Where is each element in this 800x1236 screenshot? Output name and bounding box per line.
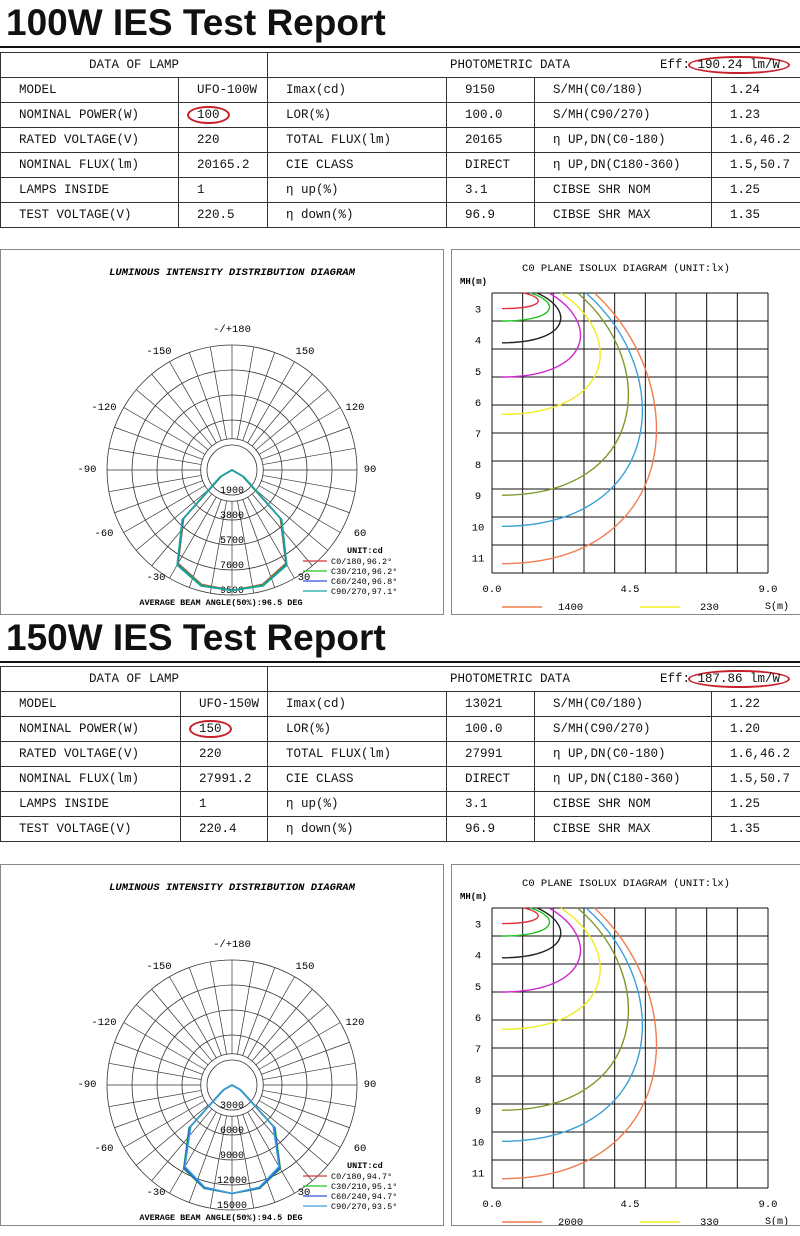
isolux-y-tick: 7 [474,429,482,441]
isolux-chart [452,865,800,1225]
polar-angle-label: 90 [363,464,377,476]
isolux-y-tick: 5 [474,981,482,994]
polar-chart [1,250,443,614]
polar-radial-label: 7600 [219,561,245,572]
isolux-y-tick: 9 [474,491,482,504]
isolux-y-tick: 10 [471,522,485,535]
polar-angle-label: -120 [91,402,117,414]
right-header: PHOTOMETRIC DATA Eff: 187.86 lm/W [268,667,800,692]
polar-angle-label: -/+180 [213,324,251,336]
isolux-x-tick: 0.0 [482,1199,502,1211]
legend-label: C30/210,96.2° [331,567,398,577]
isolux-panel [451,249,800,615]
polar-grid-spoke [259,408,340,455]
legend-title: UNIT:cd [347,546,383,556]
polar-grid-spoke [170,497,217,578]
polar-chart [1,865,443,1225]
power-highlight: 100 [187,106,230,124]
polar-title: LUMINOUS INTENSITY DISTRIBUTION DIAGRAM [109,267,355,279]
polar-panel [0,249,444,615]
isolux-y-tick: 10 [471,1137,485,1150]
legend-label: C90/270,97.1° [331,587,398,597]
polar-angle-label: 60 [353,528,367,540]
right-header: PHOTOMETRIC DATA Eff: 190.24 lm/W [268,53,800,78]
polar-angle-label: 120 [345,1017,365,1029]
polar-angle-label: -120 [91,1017,117,1029]
isolux-y-tick: 6 [474,397,482,410]
legend-label: C0/180,94.7° [331,1172,393,1182]
polar-grid-spoke [263,448,355,464]
isolux-contour [502,293,656,564]
polar-angle-label: -150 [146,346,172,358]
polar-grid-spoke [109,475,201,491]
data-table [0,666,800,842]
polar-grid-spoke [248,977,295,1058]
legend-label: C60/240,96.8° [331,577,398,587]
polar-angle-label: -150 [146,961,172,973]
polar-angle-label: -90 [77,464,97,476]
polar-title: LUMINOUS INTENSITY DISTRIBUTION DIAGRAM [109,882,355,894]
isolux-ylabel: MH(m) [460,277,488,287]
legend-label: C30/210,95.1° [331,1182,398,1192]
eff-value-highlight: 190.24 lm/W [688,56,791,74]
isolux-contour [502,293,580,377]
isolux-legend-right: 230 [700,602,719,614]
isolux-y-tick: 6 [474,1012,482,1025]
polar-footer: AVERAGE BEAM ANGLE(50%):96.5 DEG [139,598,303,608]
polar-radial-label: 12000 [216,1176,248,1187]
polar-grid-spoke [109,1090,201,1106]
left-header: DATA OF LAMP [1,667,268,692]
table-row: NOMINAL FLUX(lm) 20165.2 CIE CLASS DIRECT η UP,DN(C180-360) 1.5,50.7 [1,153,800,178]
polar-radial-label: 9500 [219,586,245,597]
isolux-legend-right: 330 [700,1217,719,1225]
polar-angle-label: -60 [94,528,114,540]
isolux-x-tick: 9.0 [758,584,778,596]
polar-radial-label: 3800 [219,511,245,522]
data-table [0,52,800,228]
polar-angle-label: 30 [297,572,311,584]
polar-angle-label: -/+180 [213,939,251,951]
polar-grid-spoke [109,1063,201,1079]
polar-grid-spoke [263,1063,355,1079]
isolux-contour [502,293,628,495]
polar-angle-label: -60 [94,1143,114,1155]
table-row: TEST VOLTAGE(V) 220.4 η down(%) 96.9 CIBSE SHR MAX 1.35 [1,817,800,842]
isolux-y-tick: 4 [474,950,482,963]
polar-grid-spoke [248,362,295,443]
report-title: 150W IES Test Report [6,617,386,658]
isolux-contour [502,293,538,309]
isolux-contour [502,908,538,924]
table-row: RATED VOLTAGE(V) 220 TOTAL FLUX(lm) 27991 η UP,DN(C0-180) 1.6,46.2 [1,742,800,767]
polar-grid-spoke [124,408,205,455]
table-row: NOMINAL POWER(W) 150 LOR(%) 100.0 S/MH(C90/270) 1.20 [1,717,800,742]
legend-label: C0/180,96.2° [331,557,393,567]
isolux-title: C0 PLANE ISOLUX DIAGRAM (UNIT:lx) [522,878,730,890]
polar-grid-spoke [124,1023,205,1070]
polar-angle-label: 150 [295,961,315,973]
isolux-y-tick: 7 [474,1044,482,1056]
polar-angle-label: 60 [353,1143,367,1155]
isolux-legend-left: 1400 [558,602,584,614]
polar-grid-spoke [259,1023,340,1070]
polar-angle-label: 90 [363,1079,377,1091]
table-row: MODEL UFO-100W Imax(cd) 9150 S/MH(C0/180) 1.24 [1,78,800,103]
polar-grid-spoke [170,362,217,443]
polar-grid-spoke [210,962,226,1054]
divider [0,46,800,48]
isolux-panel [451,864,800,1226]
table-row: NOMINAL POWER(W) 100 LOR(%) 100.0 S/MH(C90/270) 1.23 [1,103,800,128]
legend-title: UNIT:cd [347,1161,383,1171]
isolux-y-tick: 9 [474,1106,482,1119]
polar-radial-label: 6000 [219,1126,245,1137]
polar-panel [0,864,444,1226]
isolux-y-tick: 8 [474,460,482,473]
isolux-contour [502,293,600,414]
isolux-ylabel: MH(m) [460,892,488,902]
divider [0,661,800,663]
isolux-y-tick: 8 [474,1075,482,1088]
isolux-xlabel: S(m) [765,602,790,613]
isolux-y-tick: 3 [474,919,482,932]
table-row: LAMPS INSIDE 1 η up(%) 3.1 CIBSE SHR NOM 1.25 [1,178,800,203]
isolux-y-tick: 3 [474,304,482,317]
table-row: MODEL UFO-150W Imax(cd) 13021 S/MH(C0/180) 1.22 [1,692,800,717]
polar-angle-label: 120 [345,402,365,414]
isolux-x-tick: 4.5 [620,1199,640,1211]
polar-angle-label: -30 [146,1187,166,1199]
polar-angle-label: 30 [297,1187,311,1199]
polar-grid-spoke [248,497,295,578]
isolux-contour [502,908,580,992]
left-header: DATA OF LAMP [1,53,268,78]
isolux-chart [452,250,800,614]
isolux-y-tick: 11 [471,553,485,566]
isolux-legend-left: 2000 [558,1217,584,1225]
polar-grid-spoke [237,347,253,439]
power-highlight: 150 [189,720,232,738]
isolux-xlabel: S(m) [765,1217,790,1225]
table-row: NOMINAL FLUX(lm) 27991.2 CIE CLASS DIRECT η UP,DN(C180-360) 1.5,50.7 [1,767,800,792]
polar-grid-spoke [170,977,217,1058]
table-row: RATED VOLTAGE(V) 220 TOTAL FLUX(lm) 20165 η UP,DN(C0-180) 1.6,46.2 [1,128,800,153]
polar-radial-label: 3000 [219,1101,245,1112]
table-row: TEST VOLTAGE(V) 220.5 η down(%) 96.9 CIBSE SHR MAX 1.35 [1,203,800,228]
polar-footer: AVERAGE BEAM ANGLE(50%):94.5 DEG [139,1213,303,1223]
isolux-y-tick: 4 [474,335,482,348]
polar-radial-label: 9000 [219,1151,245,1162]
isolux-contour [502,908,600,1029]
polar-radial-label: 5700 [219,536,245,547]
polar-grid-spoke [263,1090,355,1106]
isolux-contour [502,908,628,1110]
polar-angle-label: -30 [146,572,166,584]
legend-label: C90/270,93.5° [331,1202,398,1212]
table-row: LAMPS INSIDE 1 η up(%) 3.1 CIBSE SHR NOM 1.25 [1,792,800,817]
polar-grid-spoke [263,475,355,491]
polar-radial-label: 1900 [219,486,245,497]
isolux-x-tick: 9.0 [758,1199,778,1211]
polar-angle-label: -90 [77,1079,97,1091]
legend-label: C60/240,94.7° [331,1192,398,1202]
isolux-title: C0 PLANE ISOLUX DIAGRAM (UNIT:lx) [522,263,730,275]
eff-value-highlight: 187.86 lm/W [688,670,791,688]
isolux-x-tick: 0.0 [482,584,502,596]
polar-grid-spoke [237,962,253,1054]
polar-radial-label: 15000 [216,1201,248,1212]
isolux-y-tick: 5 [474,366,482,379]
polar-grid-spoke [210,347,226,439]
isolux-contour [502,908,656,1179]
report-title: 100W IES Test Report [6,2,386,43]
isolux-y-tick: 11 [471,1168,485,1181]
polar-angle-label: 150 [295,346,315,358]
isolux-x-tick: 4.5 [620,584,640,596]
polar-grid-spoke [109,448,201,464]
